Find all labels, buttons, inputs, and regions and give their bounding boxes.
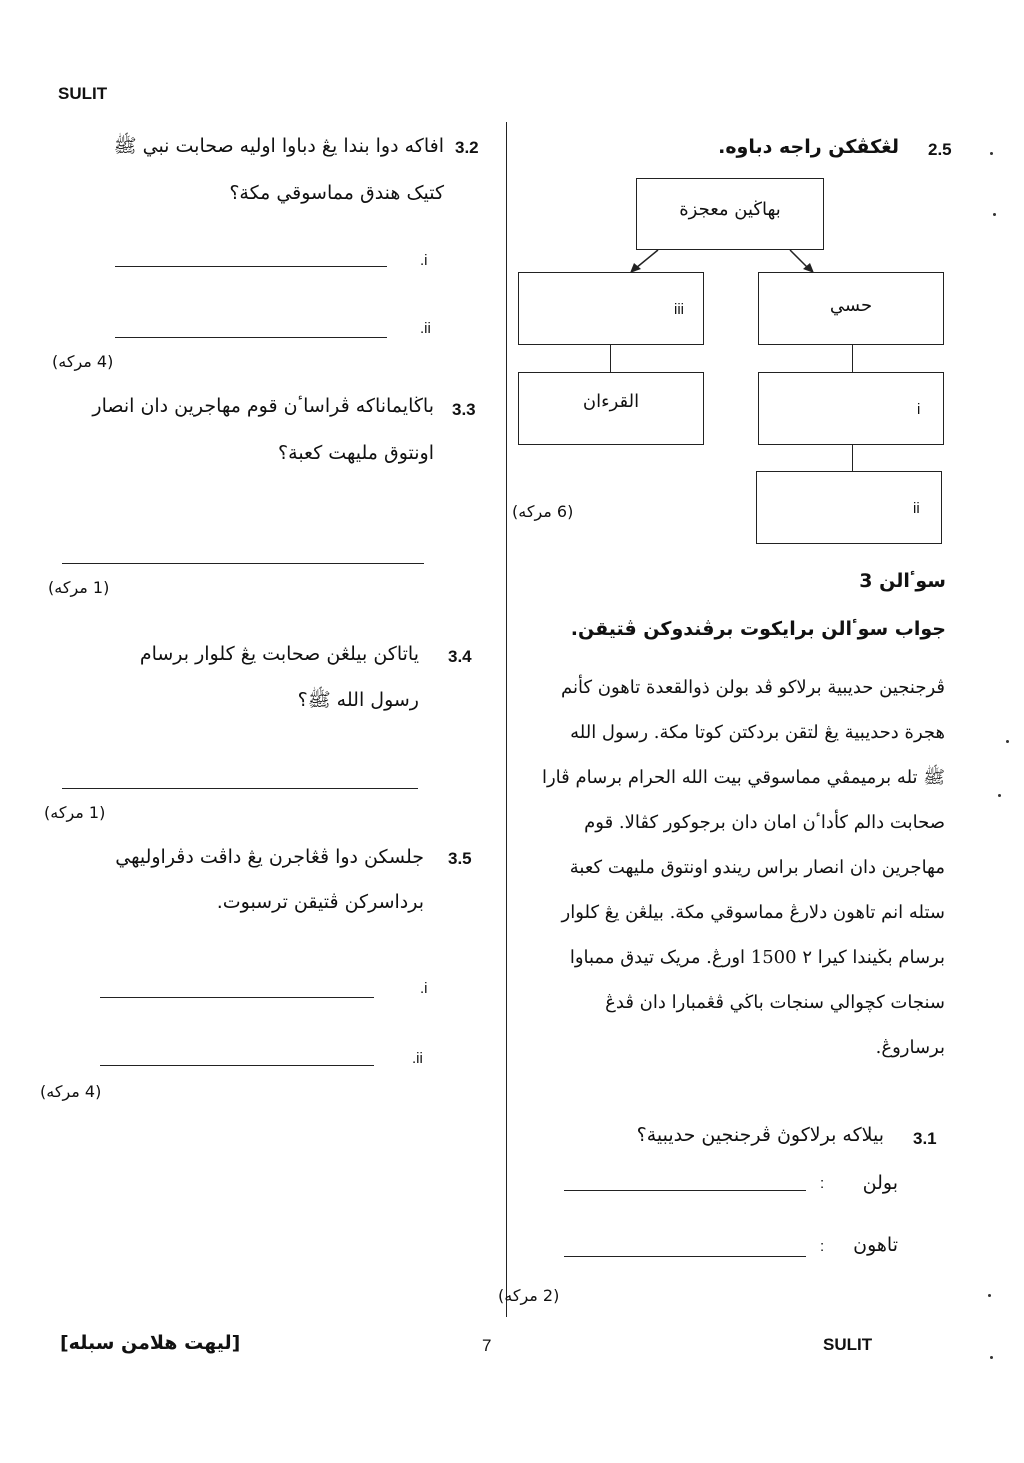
diagram-mid-left-label: iii [674, 301, 684, 318]
diagram-connector-bottom [852, 445, 853, 472]
passage [515, 665, 945, 1070]
diagram-connector-left [610, 345, 611, 373]
passage-line: سنجات كچوالي سنجات باڬي ڤڠمبارا دان ڤدڠ [605, 992, 945, 1013]
q35-number: 3.5 [448, 849, 472, 868]
margin-dot [993, 213, 996, 216]
margin-dot [998, 794, 1001, 797]
q32-answer-ii-label: .ii [420, 320, 431, 337]
margin-dot [990, 152, 993, 155]
q25-marks: (6 مركه) [512, 502, 574, 521]
q33-text-line1: باڬايماناكه ڤراساٴن قوم مهاجرين دان انصار [92, 395, 434, 417]
q32-marks: (4 مركه) [52, 352, 114, 371]
diagram-low-right-box [758, 372, 944, 445]
q32-text-line1: افاكه دوا بندا يڠ دباوا اوليه صحابت نبي ﷺ [113, 135, 444, 157]
q33-answer-line[interactable] [62, 563, 424, 564]
q32-answer-i-label: .i [420, 252, 428, 269]
passage-line: ستله انم تاهون دلارڠ مماسوقي مكة. بيلڠن يڠ كلوار [561, 902, 945, 923]
diagram-bottom-label: ii [913, 500, 920, 517]
footer-sulit: SULIT [823, 1335, 873, 1354]
q35-answer-ii-label: .ii [412, 1050, 423, 1067]
q32-answer-ii-line[interactable] [115, 337, 387, 338]
q31-bulan-label: بولن [862, 1172, 898, 1194]
q31-bulan-colon: : [820, 1175, 825, 1192]
q31-tahun-label: تاهون [853, 1234, 898, 1256]
q31-tahun-colon: : [820, 1238, 825, 1255]
q34-answer-line[interactable] [62, 788, 418, 789]
passage-line: مهاجرين دان انصار براس ريندو اونتوق مليهت كعبة [569, 857, 945, 878]
q32-answer-i-line[interactable] [115, 266, 387, 267]
diagram-low-right-label: i [917, 401, 921, 418]
margin-dot [1006, 740, 1009, 743]
q35-marks: (4 مركه) [40, 1082, 102, 1101]
diagram-low-left-box [518, 372, 704, 445]
section-instruction: جواب سوٴالن برايكوت برڤندوكن ڤتيقن. [570, 618, 946, 640]
diagram-connector-right [852, 345, 853, 373]
q25-text: لڠكڤكن راجه دباوه. [718, 136, 899, 158]
q34-text-line1: ياتاكن بيلڠن صحابت يڠ كلوار برسام [139, 643, 419, 665]
q31-text: بيلاكه برلاكوڽ ڤرجنجين حديبية؟ [636, 1124, 884, 1146]
q35-answer-i-label: .i [420, 980, 428, 997]
q35-answer-i-line[interactable] [100, 997, 374, 998]
diagram-mid-right-label: حسي [829, 295, 873, 316]
diagram-mid-right-box [758, 272, 944, 345]
q31-tahun-line[interactable] [564, 1256, 806, 1257]
footer-page-number: 7 [482, 1336, 492, 1355]
footer-turn-page: [ليهت هلامن سبله] [60, 1332, 241, 1354]
q33-marks: (1 مركه) [48, 578, 110, 597]
q35-text-line2: برداسركن ڤتيقن ترسبوت. [216, 891, 424, 913]
diagram-top-box [636, 178, 824, 250]
diagram-bottom-box [756, 471, 942, 544]
q35-answer-ii-line[interactable] [100, 1065, 374, 1066]
diagram-low-left-label: القرءان [582, 391, 640, 412]
diagram-mid-left-box [518, 272, 704, 345]
q31-marks: (2 مركه) [498, 1286, 560, 1305]
passage-line: صحابت دالم كأداٴن امان دان برجوكور كڤالا. قوم [584, 812, 945, 833]
passage-line: هجرة دحديبية يڠ لتقن بردكتن كوتا مكة. رسول الله [570, 722, 945, 743]
passage-line: برساروڠ. [875, 1037, 945, 1058]
q32-number: 3.2 [455, 138, 479, 157]
diagram-arrows [620, 248, 820, 274]
q25-number: 2.5 [928, 140, 952, 159]
q34-text-line2: رسول الله ﷺ؟ [297, 689, 419, 711]
section-title: سوٴالن 3 [859, 570, 946, 592]
q33-text-line2: اونتوق مليهت كعبة؟ [278, 442, 434, 464]
header-sulit: SULIT [58, 84, 108, 103]
diagram-top-label: بهاڬين معجزة [679, 199, 781, 220]
q33-number: 3.3 [452, 400, 476, 419]
q32-text-line2: كتيک هندق مماسوقي مكة؟ [229, 182, 444, 204]
q35-text-line1: جلسكن دوا ڤڠاجرن يڠ داڤت دڤراوليهي [115, 846, 424, 868]
passage-line: ﷺ تله برميمڤي مماسوقي بيت الله الحرام برسام ڤارا [541, 767, 945, 788]
q34-marks: (1 مركه) [44, 803, 106, 822]
column-divider [506, 122, 507, 1317]
margin-dot [988, 1294, 991, 1297]
margin-dot [990, 1356, 993, 1359]
q34-number: 3.4 [448, 647, 472, 666]
q31-number: 3.1 [913, 1129, 937, 1148]
q31-bulan-line[interactable] [564, 1190, 806, 1191]
passage-line: ڤرجنجين حديبية برلاكو ڤد بولن ذوالقعدة تاهون كأنم [560, 677, 945, 698]
passage-line: برسام بڬيندا كيرا ٢ 1500 اورڠ. مريک تيدق ممباوا [569, 947, 945, 968]
